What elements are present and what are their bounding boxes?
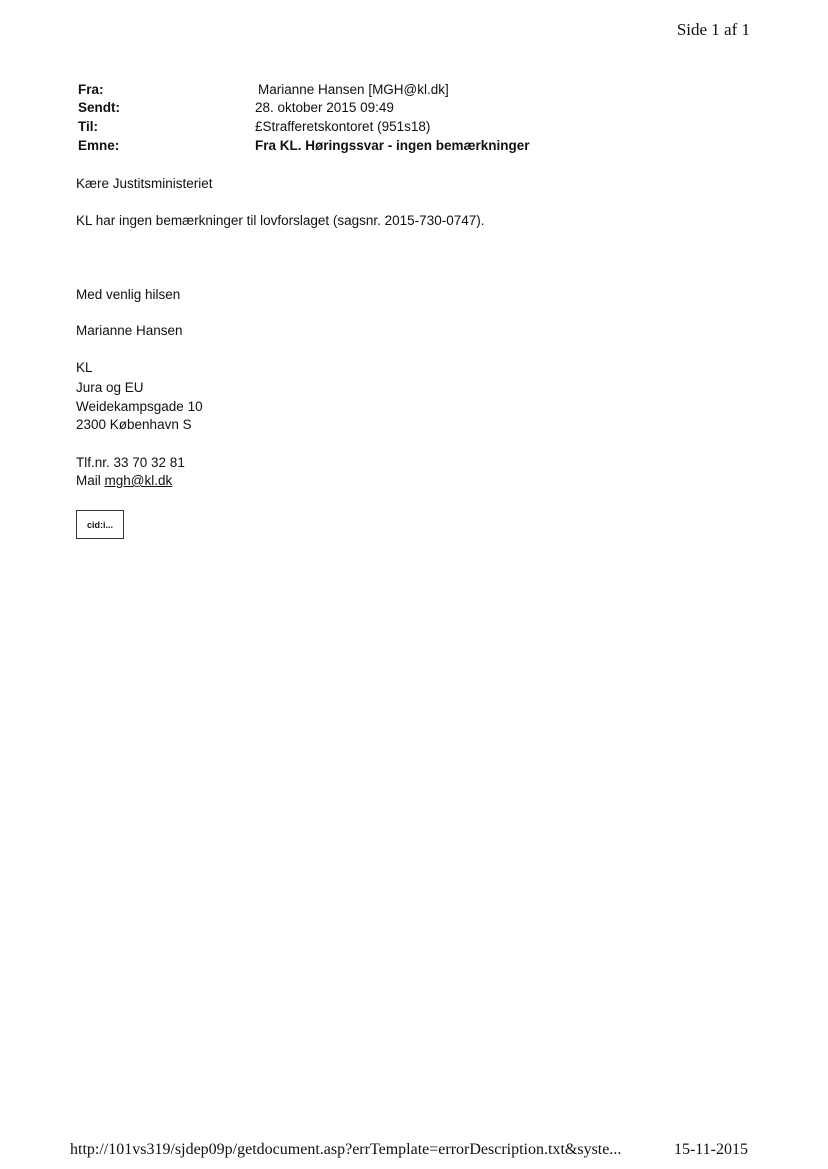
phone: Tlf.nr. 33 70 32 81 xyxy=(76,455,185,470)
org-name: KL xyxy=(76,360,93,375)
to-label: Til: xyxy=(78,119,98,134)
sent-value: 28. oktober 2015 09:49 xyxy=(255,100,394,115)
from-value: Marianne Hansen [MGH@kl.dk] xyxy=(258,82,449,97)
mail-label: Mail xyxy=(76,473,101,488)
greeting: Kære Justitsministeriet xyxy=(76,176,213,191)
image-placeholder-text: cid:i... xyxy=(86,519,113,530)
footer-url: http://101vs319/sjdep09p/getdocument.asp?errTemplate=errorDescription.txt&syste... xyxy=(70,1141,622,1158)
street-address: Weidekampsgade 10 xyxy=(76,399,203,414)
sent-label: Sendt: xyxy=(78,100,120,115)
mail-line xyxy=(76,473,172,488)
city: 2300 København S xyxy=(76,417,192,432)
page-number: Side 1 af 1 xyxy=(676,20,750,39)
subject-value: Fra KL. Høringssvar - ingen bemærkninger xyxy=(255,138,530,153)
message: KL har ingen bemærkninger til lovforslaget (sagsnr. 2015-730-0747). xyxy=(76,213,485,228)
closing: Med venlig hilsen xyxy=(76,287,181,302)
mail-link[interactable]: mgh@kl.dk xyxy=(104,473,173,488)
broken-image-placeholder xyxy=(76,510,124,539)
department: Jura og EU xyxy=(76,380,144,395)
footer-date: 15-11-2015 xyxy=(673,1141,748,1158)
to-value: £Strafferetskontoret (951s18) xyxy=(255,119,431,134)
signer-name: Marianne Hansen xyxy=(76,323,183,338)
from-label: Fra: xyxy=(78,82,104,97)
subject-label: Emne: xyxy=(78,138,120,153)
